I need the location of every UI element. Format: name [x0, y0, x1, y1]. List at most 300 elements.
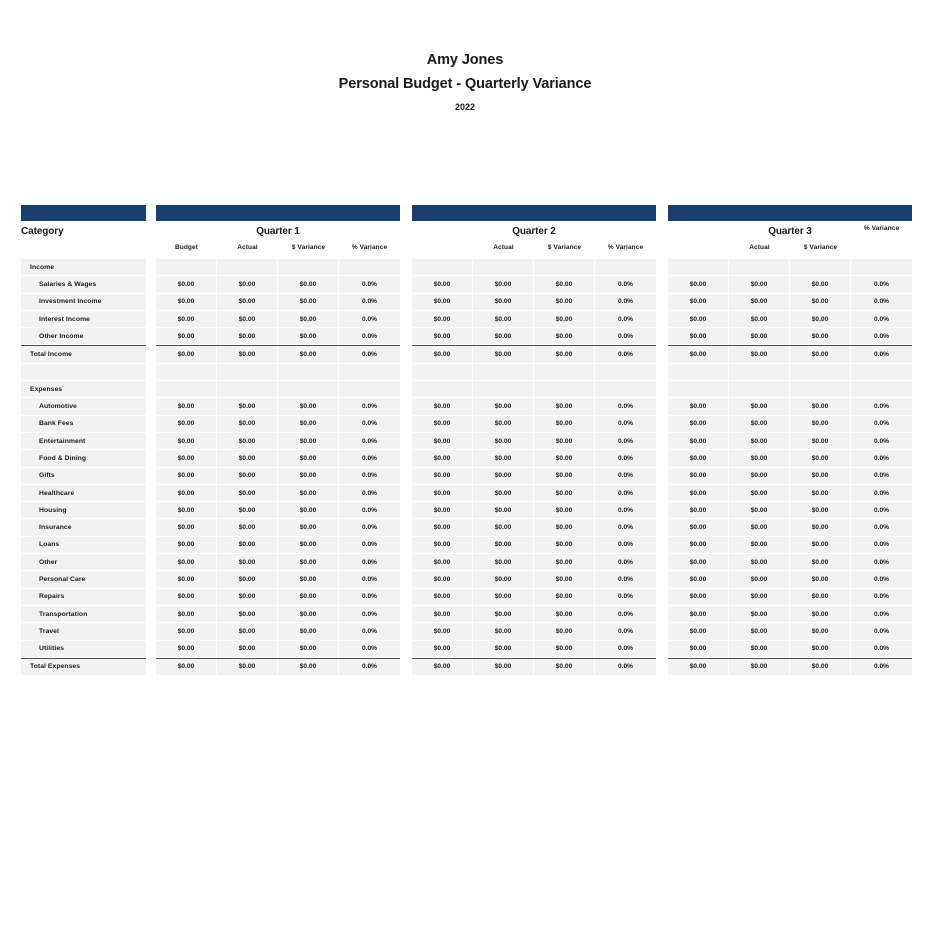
value-cell: $0.00 — [412, 346, 473, 363]
value-cell: 0.0% — [339, 659, 400, 676]
table-row — [156, 276, 400, 293]
value-cell — [534, 364, 595, 381]
report-year: 2022 — [454, 102, 476, 112]
table-row — [21, 416, 146, 433]
value-cell: 0.0% — [339, 346, 400, 363]
value-cell: 0.0% — [339, 433, 400, 450]
value-cell: $0.00 — [156, 311, 217, 328]
table-row — [668, 571, 912, 588]
quarter-1-col-budget: Budget — [175, 244, 198, 251]
value-cell: $0.00 — [534, 641, 595, 658]
value-cell: $0.00 — [217, 571, 278, 588]
value-cell — [217, 381, 278, 398]
value-cell: $0.00 — [790, 346, 851, 363]
value-cell: $0.00 — [668, 450, 729, 467]
value-cell — [217, 259, 278, 276]
value-cell: $0.00 — [534, 606, 595, 623]
value-cell: $0.00 — [790, 519, 851, 536]
value-cell: 0.0% — [595, 589, 656, 606]
category-label: Personal Care — [21, 571, 146, 588]
value-cell: $0.00 — [156, 502, 217, 519]
value-cell: $0.00 — [156, 537, 217, 554]
value-cell: $0.00 — [278, 519, 339, 536]
table-row — [21, 623, 146, 640]
category-column — [21, 259, 146, 676]
category-label: Healthcare — [21, 485, 146, 502]
table-row — [668, 345, 912, 363]
table-row — [21, 485, 146, 502]
value-cell: 0.0% — [851, 589, 912, 606]
category-label: Entertainment — [21, 433, 146, 450]
value-cell: $0.00 — [217, 346, 278, 363]
table-row — [412, 485, 656, 502]
table-row — [668, 364, 912, 381]
table-row — [668, 468, 912, 485]
value-cell: $0.00 — [729, 641, 790, 658]
value-cell: $0.00 — [217, 450, 278, 467]
value-cell: $0.00 — [534, 554, 595, 571]
table-row — [412, 311, 656, 328]
value-cell: $0.00 — [534, 589, 595, 606]
table-row — [668, 537, 912, 554]
table-row — [668, 606, 912, 623]
table-row — [412, 398, 656, 415]
value-cell: $0.00 — [668, 554, 729, 571]
category-label: Loans — [21, 537, 146, 554]
value-cell: $0.00 — [668, 328, 729, 345]
value-cell: $0.00 — [473, 276, 534, 293]
value-cell: 0.0% — [595, 519, 656, 536]
table-row — [412, 345, 656, 363]
quarter-1-col-dollar-variance: $ Variance — [291, 244, 326, 251]
value-cell: 0.0% — [339, 641, 400, 658]
value-cell: 0.0% — [595, 537, 656, 554]
quarter-1-col-actual: Actual — [237, 244, 258, 251]
value-cell: $0.00 — [278, 485, 339, 502]
value-cell: $0.00 — [790, 606, 851, 623]
value-cell: $0.00 — [473, 416, 534, 433]
quarter-3-col-budget — [668, 242, 729, 254]
category-label: Transportation — [21, 606, 146, 623]
value-cell: $0.00 — [473, 589, 534, 606]
table-row — [668, 416, 912, 433]
table-row — [156, 328, 400, 345]
value-cell: $0.00 — [534, 328, 595, 345]
table-row — [156, 381, 400, 398]
table-row — [156, 485, 400, 502]
value-cell — [473, 259, 534, 276]
value-cell: $0.00 — [668, 485, 729, 502]
value-cell: $0.00 — [217, 398, 278, 415]
value-cell — [595, 259, 656, 276]
value-cell: 0.0% — [595, 606, 656, 623]
value-cell: $0.00 — [790, 537, 851, 554]
value-cell: $0.00 — [217, 311, 278, 328]
report-owner-name: Amy Jones — [426, 52, 504, 68]
value-cell — [412, 381, 473, 398]
value-cell — [595, 381, 656, 398]
table-row — [412, 502, 656, 519]
value-cell: $0.00 — [156, 294, 217, 311]
value-cell: 0.0% — [595, 502, 656, 519]
table-row — [156, 468, 400, 485]
value-cell: $0.00 — [156, 276, 217, 293]
value-cell: $0.00 — [729, 294, 790, 311]
value-cell: $0.00 — [534, 311, 595, 328]
value-cell: $0.00 — [790, 450, 851, 467]
table-row — [412, 537, 656, 554]
value-cell: 0.0% — [851, 571, 912, 588]
value-cell: 0.0% — [595, 416, 656, 433]
value-cell: $0.00 — [790, 589, 851, 606]
category-label: Automotive — [21, 398, 146, 415]
value-cell: $0.00 — [729, 450, 790, 467]
value-cell: $0.00 — [729, 398, 790, 415]
value-cell: 0.0% — [595, 398, 656, 415]
value-cell: $0.00 — [217, 589, 278, 606]
value-cell: $0.00 — [473, 554, 534, 571]
value-cell: $0.00 — [412, 606, 473, 623]
value-cell: $0.00 — [217, 416, 278, 433]
table-row — [412, 364, 656, 381]
value-cell: $0.00 — [534, 346, 595, 363]
value-cell: 0.0% — [595, 554, 656, 571]
value-cell: $0.00 — [790, 276, 851, 293]
category-label: Income — [21, 259, 146, 276]
table-row — [156, 433, 400, 450]
value-cell: 0.0% — [851, 346, 912, 363]
value-cell: $0.00 — [412, 433, 473, 450]
value-cell — [595, 364, 656, 381]
value-cell: $0.00 — [534, 485, 595, 502]
table-row — [668, 259, 912, 276]
table-row — [668, 658, 912, 676]
category-label: Food & Dining — [21, 450, 146, 467]
value-cell — [790, 381, 851, 398]
value-cell: 0.0% — [339, 571, 400, 588]
value-cell: $0.00 — [473, 571, 534, 588]
value-cell: $0.00 — [668, 623, 729, 640]
value-cell — [339, 381, 400, 398]
quarter-3-col-dollar-variance: $ Variance — [803, 244, 838, 251]
table-row — [21, 589, 146, 606]
value-cell: $0.00 — [156, 346, 217, 363]
table-row — [21, 450, 146, 467]
value-cell: 0.0% — [339, 294, 400, 311]
category-header-label: Category — [21, 226, 64, 237]
value-cell: $0.00 — [473, 433, 534, 450]
quarter-1-header-bar — [156, 205, 400, 221]
table-row — [156, 364, 400, 381]
value-cell — [851, 259, 912, 276]
value-cell: $0.00 — [534, 468, 595, 485]
value-cell: $0.00 — [217, 606, 278, 623]
table-row — [21, 345, 146, 363]
value-cell: $0.00 — [412, 659, 473, 676]
table-row — [156, 606, 400, 623]
value-cell: $0.00 — [729, 346, 790, 363]
table-row — [668, 398, 912, 415]
value-cell: 0.0% — [595, 485, 656, 502]
value-cell: $0.00 — [790, 433, 851, 450]
value-cell: $0.00 — [473, 311, 534, 328]
value-cell — [156, 364, 217, 381]
table-row — [412, 519, 656, 536]
value-cell: $0.00 — [278, 311, 339, 328]
value-cell: $0.00 — [729, 311, 790, 328]
value-cell: 0.0% — [851, 623, 912, 640]
table-row — [668, 485, 912, 502]
value-cell: 0.0% — [595, 623, 656, 640]
value-cell: 0.0% — [339, 519, 400, 536]
quarter-3-col-actual: Actual — [749, 244, 770, 251]
table-row — [21, 259, 146, 276]
value-cell — [851, 364, 912, 381]
value-cell: $0.00 — [278, 433, 339, 450]
value-cell — [412, 259, 473, 276]
value-cell: $0.00 — [668, 398, 729, 415]
value-cell: $0.00 — [668, 502, 729, 519]
value-cell: $0.00 — [790, 571, 851, 588]
report-subject: Personal Budget - Quarterly Variance — [338, 76, 592, 92]
table-row — [412, 433, 656, 450]
table-row — [21, 398, 146, 415]
table-row — [21, 537, 146, 554]
value-cell: 0.0% — [339, 606, 400, 623]
value-cell: $0.00 — [790, 311, 851, 328]
value-cell: $0.00 — [473, 606, 534, 623]
category-label: Housing — [21, 502, 146, 519]
value-cell: 0.0% — [851, 398, 912, 415]
value-cell: $0.00 — [534, 502, 595, 519]
quarter-2-col-dollar-variance: $ Variance — [547, 244, 582, 251]
value-cell: $0.00 — [278, 589, 339, 606]
value-cell — [156, 381, 217, 398]
quarter-2-title: Quarter 2 — [512, 226, 556, 237]
value-cell: 0.0% — [595, 433, 656, 450]
category-label: Interest Income — [21, 311, 146, 328]
category-label: Insurance — [21, 519, 146, 536]
value-cell: $0.00 — [412, 485, 473, 502]
table-row — [21, 364, 146, 381]
value-cell: $0.00 — [790, 328, 851, 345]
table-row — [412, 571, 656, 588]
value-cell: $0.00 — [729, 537, 790, 554]
value-cell: $0.00 — [412, 311, 473, 328]
value-cell: 0.0% — [595, 328, 656, 345]
value-cell: 0.0% — [339, 623, 400, 640]
value-cell: 0.0% — [851, 485, 912, 502]
value-cell: $0.00 — [278, 450, 339, 467]
quarter-1-col-percent-variance: % Variance — [351, 244, 388, 251]
value-cell: $0.00 — [412, 641, 473, 658]
table-row — [668, 311, 912, 328]
value-cell — [668, 364, 729, 381]
value-cell: 0.0% — [595, 450, 656, 467]
value-cell: $0.00 — [278, 606, 339, 623]
value-cell: 0.0% — [339, 416, 400, 433]
value-cell: 0.0% — [851, 294, 912, 311]
table-row — [156, 416, 400, 433]
table-row — [668, 623, 912, 640]
value-cell: $0.00 — [412, 468, 473, 485]
table-row — [156, 589, 400, 606]
value-cell: 0.0% — [595, 571, 656, 588]
value-cell — [534, 259, 595, 276]
table-row — [21, 571, 146, 588]
category-label: Gifts — [21, 468, 146, 485]
value-cell: 0.0% — [595, 346, 656, 363]
value-cell: $0.00 — [412, 416, 473, 433]
value-cell: 0.0% — [595, 659, 656, 676]
value-cell: 0.0% — [339, 398, 400, 415]
value-cell: $0.00 — [729, 485, 790, 502]
value-cell: $0.00 — [217, 294, 278, 311]
table-row — [21, 502, 146, 519]
value-cell — [412, 364, 473, 381]
table-row — [668, 519, 912, 536]
value-cell: 0.0% — [339, 554, 400, 571]
table-row — [412, 294, 656, 311]
value-cell: $0.00 — [729, 659, 790, 676]
value-cell: $0.00 — [534, 537, 595, 554]
quarter-3-data — [668, 259, 912, 676]
value-cell — [156, 259, 217, 276]
table-row — [668, 381, 912, 398]
quarter-2-col-budget — [412, 242, 473, 254]
value-cell: $0.00 — [473, 450, 534, 467]
table-row — [412, 554, 656, 571]
table-row — [156, 450, 400, 467]
value-cell: $0.00 — [278, 641, 339, 658]
value-cell: $0.00 — [668, 311, 729, 328]
category-label: Total Expenses — [21, 659, 146, 676]
quarter-1-title: Quarter 1 — [256, 226, 300, 237]
value-cell: $0.00 — [412, 276, 473, 293]
table-row — [156, 502, 400, 519]
value-cell: $0.00 — [156, 398, 217, 415]
table-row — [156, 641, 400, 658]
table-row — [668, 589, 912, 606]
value-cell — [473, 381, 534, 398]
table-row — [156, 571, 400, 588]
value-cell: $0.00 — [217, 328, 278, 345]
value-cell: $0.00 — [217, 623, 278, 640]
value-cell: $0.00 — [729, 606, 790, 623]
table-row — [668, 276, 912, 293]
table-row — [156, 623, 400, 640]
value-cell: $0.00 — [668, 571, 729, 588]
value-cell — [473, 364, 534, 381]
value-cell: $0.00 — [278, 571, 339, 588]
value-cell — [534, 381, 595, 398]
value-cell: $0.00 — [534, 294, 595, 311]
quarter-3-col-percent-variance: % Variance — [863, 225, 900, 232]
value-cell: 0.0% — [851, 450, 912, 467]
value-cell: $0.00 — [534, 623, 595, 640]
value-cell: $0.00 — [278, 659, 339, 676]
value-cell: 0.0% — [851, 311, 912, 328]
table-row — [412, 658, 656, 676]
value-cell: $0.00 — [412, 571, 473, 588]
table-row — [668, 641, 912, 658]
value-cell: 0.0% — [851, 276, 912, 293]
value-cell: 0.0% — [851, 537, 912, 554]
value-cell — [729, 381, 790, 398]
table-row — [668, 328, 912, 345]
value-cell: $0.00 — [729, 623, 790, 640]
table-row — [21, 276, 146, 293]
value-cell: $0.00 — [412, 450, 473, 467]
table-row — [156, 537, 400, 554]
table-row — [412, 450, 656, 467]
value-cell: $0.00 — [156, 468, 217, 485]
table-row — [668, 294, 912, 311]
category-label — [21, 364, 146, 381]
table-row — [21, 294, 146, 311]
value-cell: 0.0% — [595, 641, 656, 658]
value-cell: $0.00 — [278, 554, 339, 571]
table-row — [21, 519, 146, 536]
value-cell: 0.0% — [595, 311, 656, 328]
value-cell: $0.00 — [156, 623, 217, 640]
value-cell: $0.00 — [278, 346, 339, 363]
category-label: Expenses — [21, 381, 146, 398]
category-label: Utilities — [21, 641, 146, 658]
value-cell: $0.00 — [156, 606, 217, 623]
value-cell: $0.00 — [790, 468, 851, 485]
value-cell: $0.00 — [668, 416, 729, 433]
value-cell: 0.0% — [339, 537, 400, 554]
value-cell: $0.00 — [278, 398, 339, 415]
value-cell: 0.0% — [851, 468, 912, 485]
value-cell: $0.00 — [156, 450, 217, 467]
table-row — [156, 554, 400, 571]
value-cell: $0.00 — [790, 485, 851, 502]
value-cell: $0.00 — [668, 468, 729, 485]
value-cell: $0.00 — [668, 641, 729, 658]
value-cell: $0.00 — [412, 623, 473, 640]
table-row — [21, 554, 146, 571]
value-cell: $0.00 — [278, 294, 339, 311]
value-cell: 0.0% — [339, 502, 400, 519]
value-cell: $0.00 — [729, 433, 790, 450]
value-cell: $0.00 — [473, 502, 534, 519]
table-row — [412, 416, 656, 433]
value-cell: 0.0% — [339, 468, 400, 485]
value-cell: $0.00 — [729, 328, 790, 345]
table-row — [21, 641, 146, 658]
value-cell: $0.00 — [217, 659, 278, 676]
category-label: Total Income — [21, 346, 146, 363]
table-row — [21, 381, 146, 398]
value-cell: $0.00 — [412, 294, 473, 311]
value-cell: 0.0% — [595, 468, 656, 485]
value-cell: $0.00 — [217, 468, 278, 485]
value-cell: $0.00 — [473, 398, 534, 415]
value-cell — [278, 381, 339, 398]
value-cell: $0.00 — [534, 416, 595, 433]
value-cell: 0.0% — [851, 502, 912, 519]
value-cell: $0.00 — [534, 398, 595, 415]
category-label: Other Income — [21, 328, 146, 345]
value-cell: $0.00 — [790, 641, 851, 658]
value-cell: $0.00 — [473, 485, 534, 502]
value-cell — [339, 259, 400, 276]
value-cell: $0.00 — [278, 502, 339, 519]
value-cell: $0.00 — [473, 659, 534, 676]
quarter-2-data — [412, 259, 656, 676]
